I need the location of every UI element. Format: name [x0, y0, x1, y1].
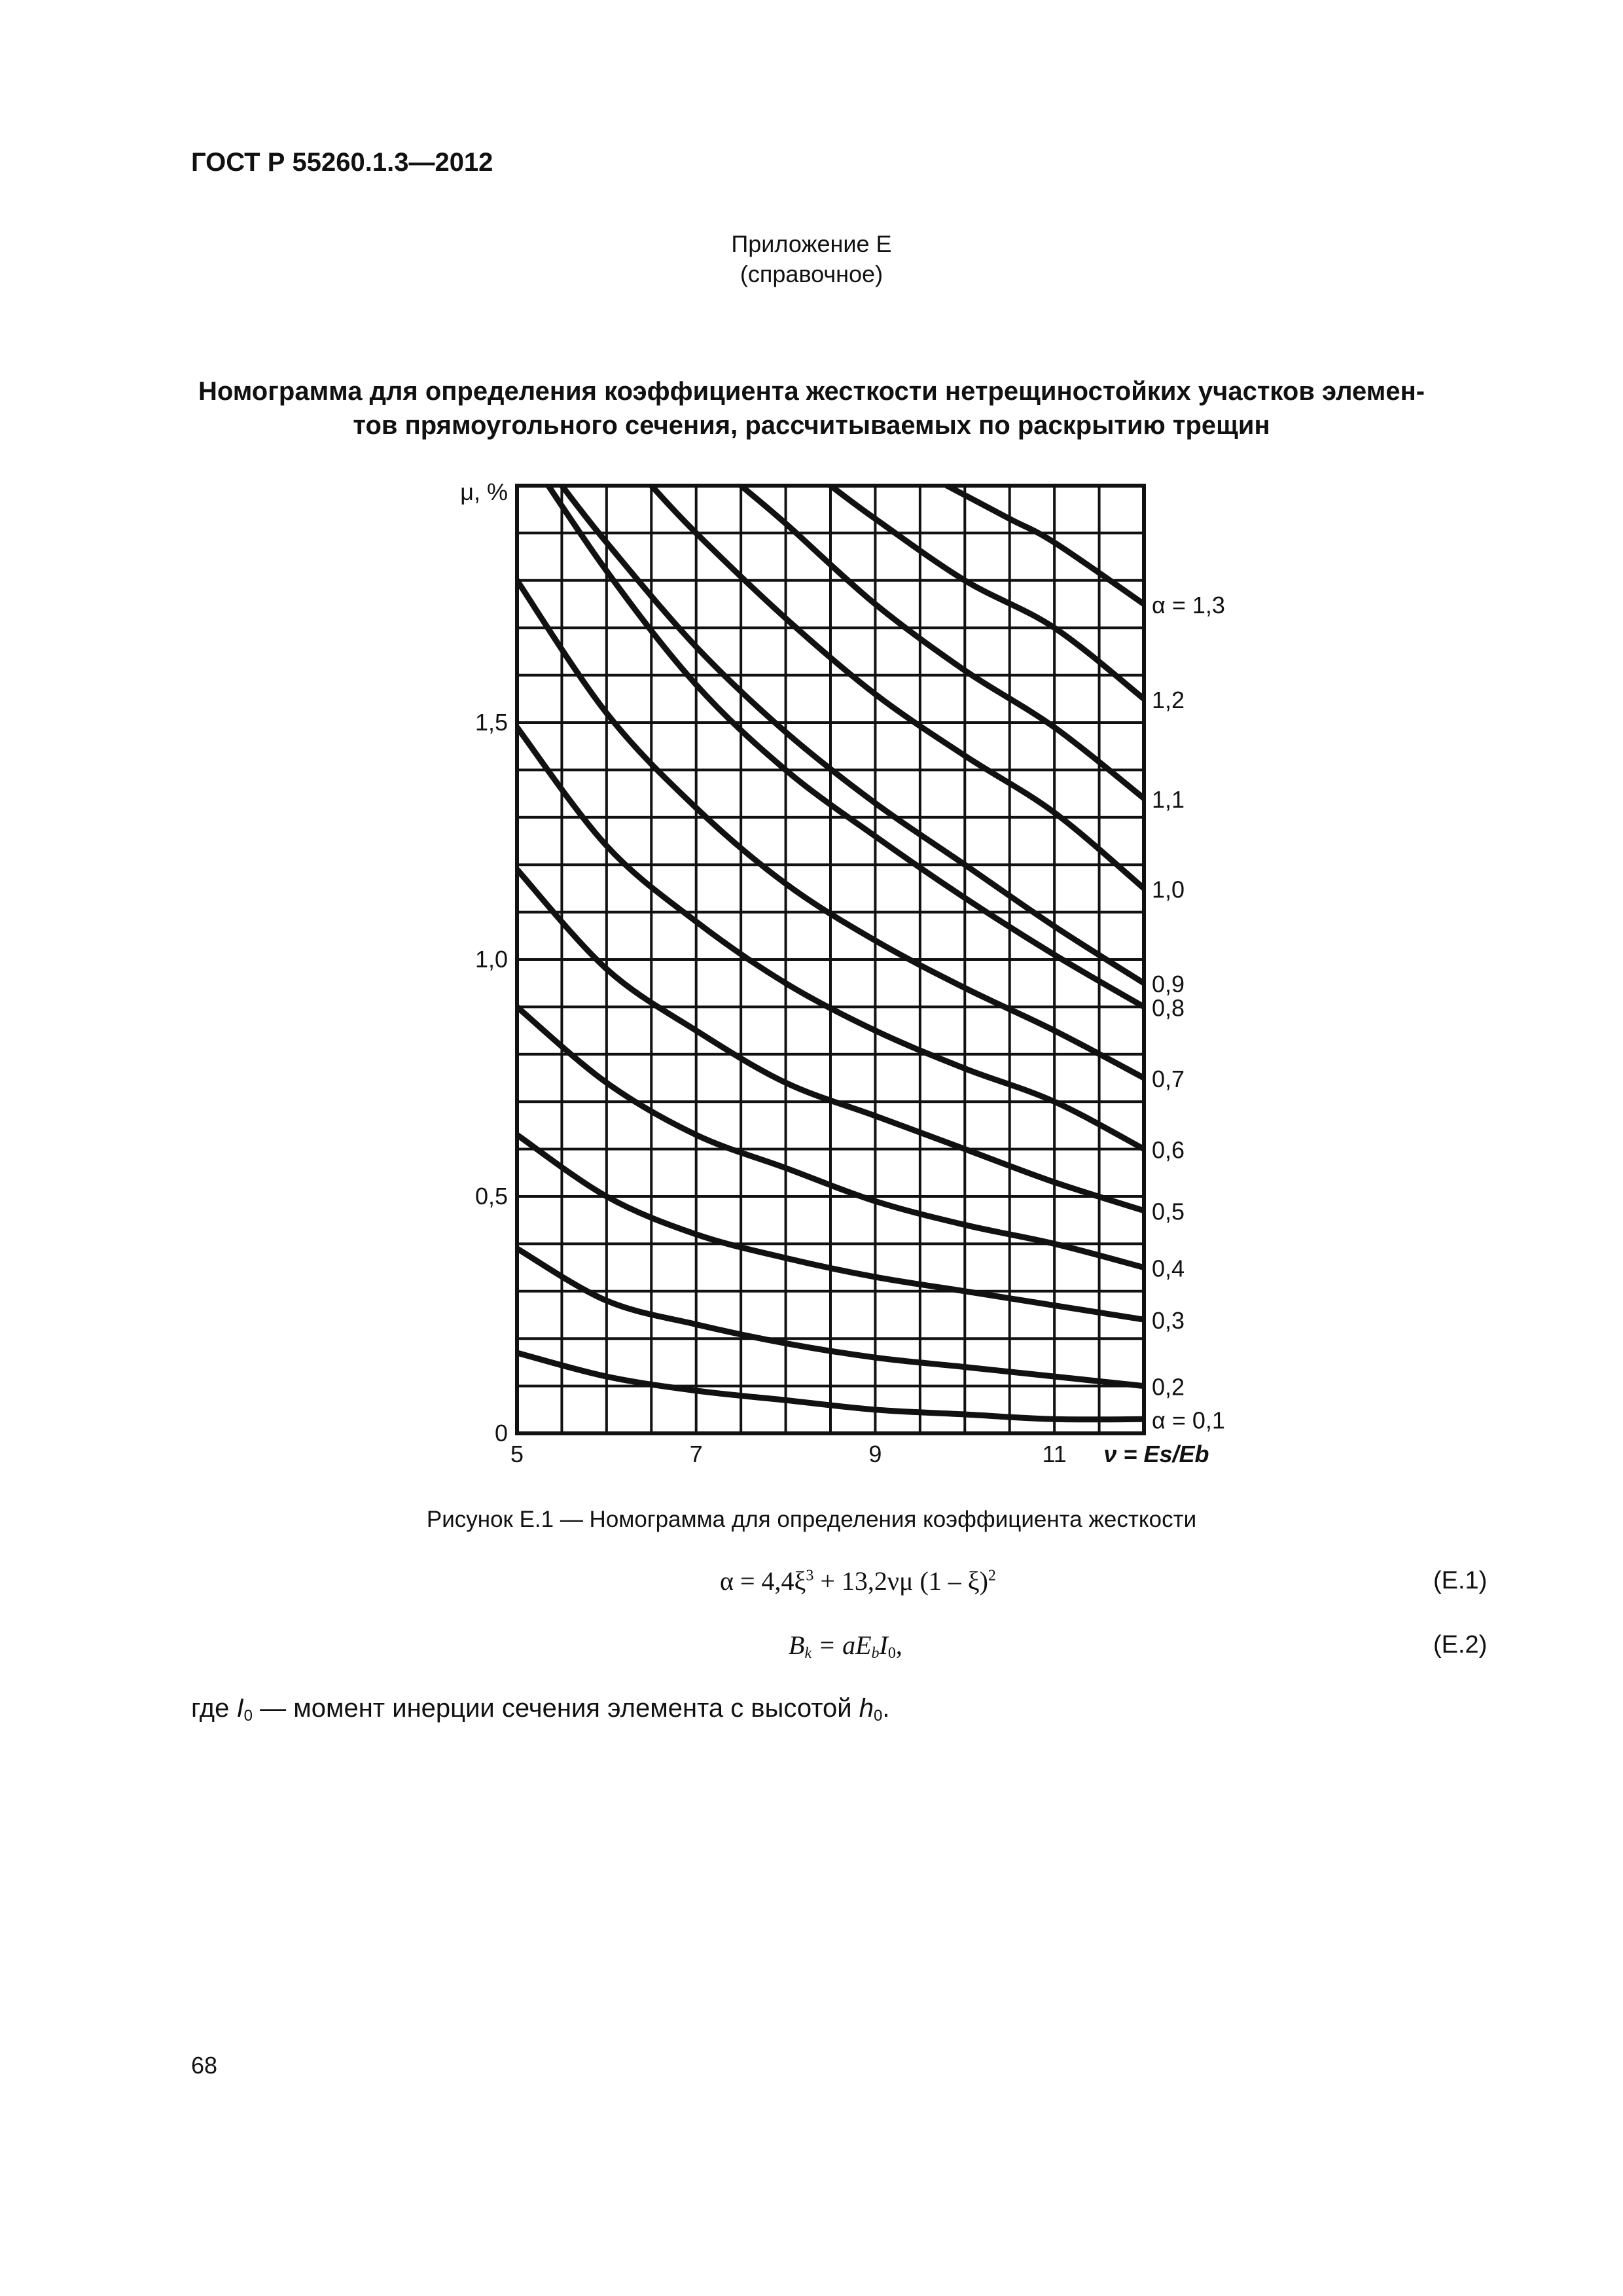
- formula-e1-exp1: 3: [806, 1567, 814, 1585]
- where-end: .: [882, 1694, 890, 1723]
- y-tick-label: 1,0: [474, 946, 508, 973]
- y-axis-label: μ, %: [460, 478, 508, 505]
- x-axis-label: ν = Es/Eb: [1103, 1441, 1209, 1467]
- y-tick-label: 0,5: [474, 1183, 508, 1210]
- series-label-8: 0,8: [1152, 994, 1185, 1022]
- series-label-4: 0,4: [1152, 1255, 1185, 1282]
- series-label-2: 0,2: [1152, 1373, 1185, 1401]
- figure-title-line-1: Номограмма для определения коэффициента жесткости нетрещиностойких участков элемен-: [198, 377, 1425, 406]
- series-label-6: 0,6: [1152, 1136, 1185, 1164]
- series-label-7: 0,7: [1152, 1066, 1185, 1092]
- where-mid: — момент инерции сечения элемента с высотой: [252, 1694, 859, 1723]
- where-prefix: где: [191, 1694, 237, 1723]
- series-line-9: [562, 486, 1144, 983]
- series-label-12: 1,2: [1152, 686, 1185, 713]
- formula-e1-exp2: 2: [988, 1567, 996, 1585]
- x-tick-label: 5: [510, 1441, 524, 1467]
- appendix-title: Приложение Е: [731, 230, 892, 257]
- where-h: h: [859, 1694, 874, 1723]
- formula-e1-mid: + 13,2νμ (1 – ξ): [813, 1566, 988, 1596]
- series-label-5: 0,5: [1152, 1198, 1185, 1225]
- formula-e2: [789, 1630, 902, 1662]
- figure-title-line-2: тов прямоугольного сечения, рассчитываемых по раскрытию трещин: [353, 411, 1270, 440]
- series-label-3: 0,3: [1152, 1307, 1185, 1335]
- x-tick-label: 9: [868, 1441, 882, 1467]
- where-h-sub: 0: [874, 1707, 883, 1725]
- y-tick-label: 1,5: [474, 709, 508, 736]
- formula-e2-end: ,: [895, 1630, 902, 1660]
- series-label-9: 0,9: [1152, 971, 1185, 998]
- document-code: ГОСТ Р 55260.1.3—2012: [191, 148, 493, 177]
- formula-e2-b: B: [789, 1630, 805, 1660]
- formula-e2-number: (Е.2): [1433, 1631, 1488, 1659]
- formula-e2-sub-0: 0: [887, 1645, 896, 1662]
- where-note: [191, 1694, 890, 1725]
- series-line-10: [651, 486, 1144, 888]
- figure-caption: Рисунок Е.1 — Номограмма для определения коэффициента жесткости: [426, 1507, 1197, 1532]
- page-number: 68: [191, 2052, 218, 2079]
- appendix-type: (справочное): [740, 260, 883, 287]
- formula-e1-number: (Е.1): [1433, 1567, 1488, 1594]
- series-label-1: α = 0,1: [1152, 1407, 1225, 1434]
- formula-e1-lhs: α = 4,4ξ: [720, 1566, 806, 1596]
- x-tick-label: 7: [689, 1441, 703, 1467]
- formula-e2-k: k: [804, 1645, 812, 1662]
- series-label-13: α = 1,3: [1152, 592, 1225, 619]
- formula-e2-sub-b: b: [871, 1645, 880, 1662]
- formula-e1: [720, 1566, 996, 1596]
- series-line-12: [830, 486, 1144, 699]
- formula-e2-eq: = aE: [812, 1630, 872, 1660]
- x-tick-label: 11: [1042, 1441, 1067, 1467]
- where-i-sub: 0: [243, 1707, 253, 1725]
- formula-e2-i: I: [879, 1630, 888, 1660]
- y-tick-label: 0: [494, 1420, 508, 1446]
- series-label-11: 1,1: [1152, 785, 1185, 813]
- series-label-10: 1,0: [1152, 876, 1185, 903]
- where-i: I: [236, 1694, 244, 1723]
